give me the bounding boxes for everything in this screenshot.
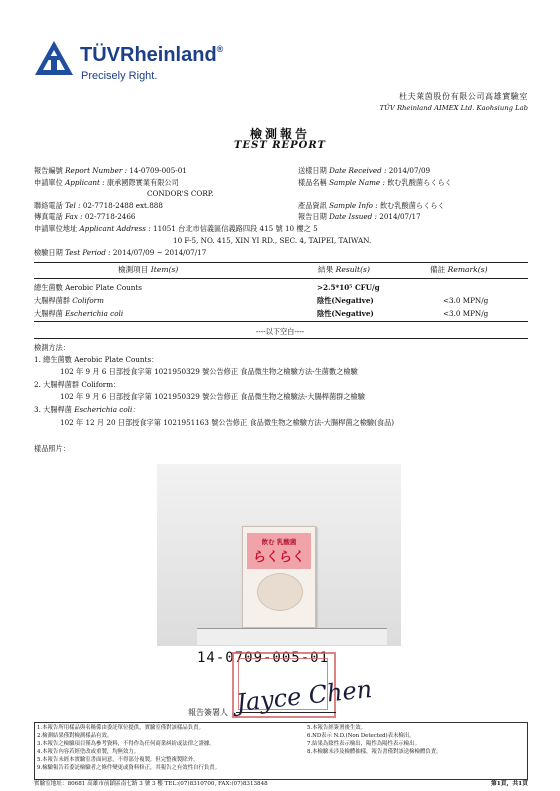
applicant: 申請單位 Applicant : 康承國際實業有限公司 [34,178,179,187]
sample-package [242,526,316,628]
signatory-label: 報告簽署人 [188,708,228,717]
note-left: 3.本報告之檢驗項目僅為參考資料，不得作為任何商業糾紛或法律之證據。 [37,741,215,747]
header-item: 檢測項目 Item(s) [118,265,179,274]
note-left: 1.本報告所用樣品與名稱係由委託單位提供，實驗室僅對該樣品負責。 [37,725,204,731]
table-row-remark: <3.0 MPN/g [443,296,489,305]
footer-address: 實驗室地址：80681 高雄市前鎮區南七路 3 號 3 樓 TEL:(07)8310700, FAX:(07)8313848 [34,781,268,787]
package-graphic [257,573,303,611]
title-en: TEST REPORT [234,140,326,151]
report-number: 報告編號 Report Number : 14-0709-005-01 [34,166,187,175]
method-heading: 1. 總生菌數 Aerobic Plate Counts： [34,355,159,364]
sample-tag: 14-0709-005-01 [197,650,330,666]
brand-name: TÜVRheinland® [80,44,224,66]
photo-label: 樣品照片： [34,444,70,453]
page-number: 第1頁，共1頁 [490,781,528,787]
note-left: 9.檢驗報告若委託檢驗者之條件變更或資料修正，其報告之有效性自行負責。 [37,765,221,771]
sample-name: 樣品名稱 Sample Name : 飲む乳酸菌らくらく [298,178,452,187]
table-row-result: >2.5*10⁵ CFU/g [317,283,380,292]
note-right: 6.ND表示 N.D.(Non Detected)表未檢出。 [307,733,415,739]
note-left: 2.檢測結果僅對檢測樣品有效。 [37,733,113,739]
package-text-2: らくらく [252,550,305,565]
notes-box [34,722,528,780]
signature-line [236,712,336,713]
note-right: 7.結果為陰性表示檢出，陽性為陽性表示檢出。 [307,741,420,747]
note-left: 4.本報告內容若經塗改或重製，均無效力。 [37,749,140,755]
note-right: 5.本報告經簽署後生效。 [307,725,367,731]
address: 申請單位地址 Applicant Address : 11051 台北市信義區信義路四段 415 號 10 樓之 5 [34,224,318,233]
date-issued: 報告日期 Date Issued : 2014/07/17 [298,212,421,221]
table-row: 大腸桿菌群 Coliform [34,296,104,305]
address-en: 10 F-5, NO. 415, XIN YI RD., SEC. 4, TAIPEI, TAIWAN. [173,236,372,245]
method-detail: 102 年 9 月 6 日部授食字第 1021950329 號公告修正 食品微生物之檢驗法-大腸桿菌群之檢驗 [60,392,365,401]
test-period: 檢驗日期 Test Period : 2014/07/09 ~ 2014/07/17 [34,248,207,257]
table-top-rule [34,262,528,263]
end-mark: ----以下空白---- [255,327,305,336]
date-received: 送樣日期 Date Received : 2014/07/09 [298,166,431,175]
package-text-1: 飲む 乳酸菌 [261,538,297,546]
sample-info: 產品資訊 Sample Info : 飲む乳酸菌らくらく [298,201,445,210]
signature: Jayce Chen [234,674,374,718]
table-row: 大腸桿菌 Escherichia coli [34,309,124,318]
table-row-result: 陰性(Negative) [317,309,374,318]
section-rule [34,338,528,339]
sample-photo [157,464,401,646]
title-cn: 檢測報告 [249,127,310,141]
header-remark: 備註 Remark(s) [430,265,488,274]
table-row: 總生菌數 Aerobic Plate Counts [34,283,142,292]
table-header-rule [34,278,528,279]
method-detail: 102 年 12 月 20 日部授食字第 1021951163 號公告修正 食品微生物之檢驗方法-大腸桿菌之檢驗(食品) [60,418,395,427]
lab-name-en: TÜV Rheinland AIMEX Ltd. Kaohsiung Lab [379,104,528,112]
note-left: 5.本報告未經本實驗室書面同意，不得部分複製，但完整複製除外。 [37,757,199,763]
ruler [197,628,387,645]
table-bottom-rule [34,321,528,322]
method-detail: 102 年 9 月 6 日部授食字第 1021950329 號公告修正 食品微生物之檢驗方法-生菌數之檢驗 [60,367,358,376]
table-row-remark: <3.0 MPN/g [443,309,489,318]
table-row-result: 陰性(Negative) [317,296,374,305]
methods-title: 檢測方法： [34,343,70,352]
lab-name-cn: 杜夫萊茵股份有限公司高雄實驗室 [399,92,528,101]
method-heading: 3. 大腸桿菌 Escherichia coli： [34,405,140,414]
tel: 聯絡電話 Tel : 02-7718-2488 ext.888 [34,201,163,210]
applicant-en: CONDOR'S CORP. [147,189,214,198]
tuv-logo-mark [34,40,74,76]
method-heading: 2. 大腸桿菌群 Coliform： [34,380,121,389]
brand-tagline: Precisely Right. [81,70,158,82]
header-result: 結果 Result(s) [318,265,370,274]
note-right: 8.本檢驗未涉及檢體抽樣，報告書僅對該送檢檢體負責。 [307,749,442,755]
fax: 傳真電話 Fax : 02-7718-2466 [34,212,136,221]
